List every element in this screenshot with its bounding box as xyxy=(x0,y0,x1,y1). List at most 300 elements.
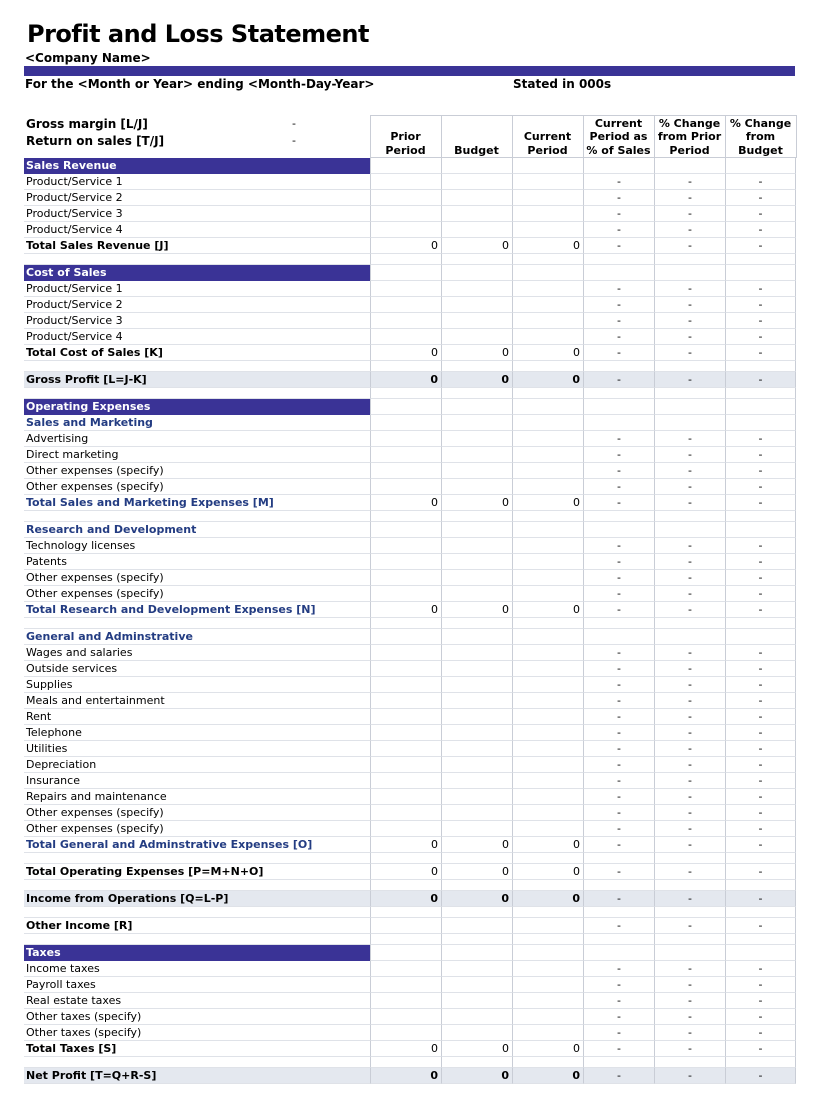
cell-pct-change-prior: - xyxy=(654,741,725,757)
row-label[interactable]: Income taxes xyxy=(24,961,370,977)
cell-current-period[interactable] xyxy=(512,993,583,1009)
cell-pct-of-sales: - xyxy=(583,864,654,880)
row-label[interactable]: Other expenses (specify) xyxy=(24,570,370,586)
cell-budget[interactable] xyxy=(441,805,512,821)
cell-pct-change-budget: - xyxy=(725,1025,796,1041)
cell-pct-of-sales: - xyxy=(583,1041,654,1057)
cell-pct-change-prior xyxy=(654,880,725,891)
cell-budget xyxy=(441,853,512,864)
row-label[interactable]: Patents xyxy=(24,554,370,570)
column-header-block xyxy=(24,115,796,158)
cell-pct-of-sales: - xyxy=(583,431,654,447)
cell-prior-period[interactable] xyxy=(370,174,441,190)
cell-pct-change-budget: - xyxy=(725,463,796,479)
cell-current-period[interactable] xyxy=(512,222,583,238)
cell-prior-period[interactable] xyxy=(370,586,441,602)
cell-current-period[interactable] xyxy=(512,1009,583,1025)
cell-prior-period[interactable] xyxy=(370,961,441,977)
cell-current-period[interactable] xyxy=(512,961,583,977)
cell-pct-change-budget: - xyxy=(725,372,796,388)
cell-current-period xyxy=(512,399,583,415)
cell-prior-period[interactable] xyxy=(370,570,441,586)
cell-budget: 0 xyxy=(441,495,512,511)
cell-pct-change-prior: - xyxy=(654,495,725,511)
row-label[interactable]: Other expenses (specify) xyxy=(24,805,370,821)
cell-prior-period[interactable] xyxy=(370,677,441,693)
cell-budget[interactable] xyxy=(441,447,512,463)
line-item-row xyxy=(24,725,796,741)
row-label: Net Profit [T=Q+R-S] xyxy=(24,1068,370,1084)
cell-pct-of-sales xyxy=(583,265,654,281)
cell-budget: 0 xyxy=(441,891,512,907)
cell-budget[interactable] xyxy=(441,725,512,741)
cell-pct-of-sales: - xyxy=(583,741,654,757)
cell-budget[interactable] xyxy=(441,693,512,709)
cell-budget xyxy=(441,254,512,265)
row-label[interactable]: Product/Service 1 xyxy=(24,281,370,297)
cell-current-period[interactable] xyxy=(512,447,583,463)
section-header-row xyxy=(24,399,796,415)
cell-budget[interactable] xyxy=(441,645,512,661)
total-row xyxy=(24,918,796,934)
cell-budget[interactable] xyxy=(441,821,512,837)
cell-pct-change-prior: - xyxy=(654,345,725,361)
cell-pct-of-sales: - xyxy=(583,190,654,206)
cell-prior-period[interactable] xyxy=(370,479,441,495)
cell-prior-period xyxy=(370,945,441,961)
cell-budget[interactable] xyxy=(441,741,512,757)
cell-pct-of-sales xyxy=(583,415,654,431)
cell-pct-change-prior: - xyxy=(654,891,725,907)
cell-current-period xyxy=(512,522,583,538)
line-item-row xyxy=(24,281,796,297)
cell-current-period[interactable] xyxy=(512,661,583,677)
cell-budget xyxy=(441,1057,512,1068)
cell-pct-change-budget: - xyxy=(725,837,796,853)
row-label[interactable]: Payroll taxes xyxy=(24,977,370,993)
cell-current-period[interactable] xyxy=(512,206,583,222)
cell-pct-of-sales xyxy=(583,388,654,399)
row-label: Operating Expenses xyxy=(24,399,370,415)
cell-pct-of-sales: - xyxy=(583,645,654,661)
row-label[interactable]: Other expenses (specify) xyxy=(24,479,370,495)
line-item-row xyxy=(24,789,796,805)
row-label[interactable]: Repairs and maintenance xyxy=(24,789,370,805)
company-name: <Company Name> xyxy=(25,51,151,65)
cell-prior-period[interactable] xyxy=(370,709,441,725)
cell-budget[interactable] xyxy=(441,586,512,602)
cell-pct-of-sales: - xyxy=(583,372,654,388)
cell-current-period[interactable] xyxy=(512,741,583,757)
cell-current-period xyxy=(512,511,583,522)
cell-current-period[interactable] xyxy=(512,570,583,586)
cell-prior-period: 0 xyxy=(370,372,441,388)
cell-budget[interactable] xyxy=(441,757,512,773)
cell-pct-change-prior: - xyxy=(654,789,725,805)
cell-pct-change-budget: - xyxy=(725,586,796,602)
cell-prior-period[interactable] xyxy=(370,1025,441,1041)
cell-current-period[interactable] xyxy=(512,281,583,297)
column-header xyxy=(441,144,512,158)
cell-prior-period xyxy=(370,399,441,415)
spacer-row xyxy=(24,1057,796,1068)
cell-pct-change-budget: - xyxy=(725,757,796,773)
column-header xyxy=(370,130,441,157)
cell-pct-change-budget: - xyxy=(725,538,796,554)
cell-pct-of-sales: - xyxy=(583,821,654,837)
row-label[interactable]: Other expenses (specify) xyxy=(24,586,370,602)
cell-pct-change-prior: - xyxy=(654,1068,725,1084)
cell-pct-of-sales: - xyxy=(583,447,654,463)
cell-pct-change-prior: - xyxy=(654,993,725,1009)
cell-pct-of-sales: - xyxy=(583,602,654,618)
total-row xyxy=(24,372,796,388)
cell-current-period[interactable] xyxy=(512,313,583,329)
cell-budget[interactable] xyxy=(441,961,512,977)
cell-pct-of-sales: - xyxy=(583,238,654,254)
cell-budget[interactable] xyxy=(441,479,512,495)
cell-pct-of-sales: - xyxy=(583,805,654,821)
cell-pct-change-budget: - xyxy=(725,479,796,495)
cell-pct-of-sales: - xyxy=(583,993,654,1009)
cell-budget[interactable] xyxy=(441,677,512,693)
cell-pct-of-sales: - xyxy=(583,495,654,511)
cell-prior-period[interactable] xyxy=(370,773,441,789)
cell-prior-period: 0 xyxy=(370,864,441,880)
cell-budget[interactable] xyxy=(441,174,512,190)
line-item-row xyxy=(24,447,796,463)
row-label[interactable]: Advertising xyxy=(24,431,370,447)
cell-budget xyxy=(441,388,512,399)
cell-prior-period[interactable] xyxy=(370,757,441,773)
cell-prior-period[interactable] xyxy=(370,741,441,757)
row-label[interactable]: Meals and entertainment xyxy=(24,693,370,709)
cell-pct-of-sales: - xyxy=(583,206,654,222)
spacer-row xyxy=(24,254,796,265)
cell-current-period[interactable] xyxy=(512,789,583,805)
cell-pct-of-sales xyxy=(583,511,654,522)
cell-pct-change-prior xyxy=(654,399,725,415)
cell-pct-change-prior: - xyxy=(654,447,725,463)
row-label[interactable]: Product/Service 3 xyxy=(24,206,370,222)
cell-current-period[interactable] xyxy=(512,773,583,789)
cell-pct-of-sales xyxy=(583,907,654,918)
cell-budget: 0 xyxy=(441,238,512,254)
line-item-row xyxy=(24,297,796,313)
cell-pct-change-prior: - xyxy=(654,329,725,345)
cell-current-period[interactable] xyxy=(512,805,583,821)
cell-prior-period[interactable] xyxy=(370,554,441,570)
cell-pct-change-budget xyxy=(725,618,796,629)
cell-budget[interactable] xyxy=(441,297,512,313)
cell-current-period: 0 xyxy=(512,891,583,907)
cell-pct-of-sales: - xyxy=(583,693,654,709)
cell-budget[interactable] xyxy=(441,329,512,345)
cell-pct-of-sales: - xyxy=(583,297,654,313)
row-label xyxy=(24,388,370,399)
line-item-row xyxy=(24,479,796,495)
spacer-row xyxy=(24,907,796,918)
cell-pct-change-budget: - xyxy=(725,773,796,789)
cell-pct-change-prior: - xyxy=(654,1025,725,1041)
cell-current-period[interactable] xyxy=(512,463,583,479)
cell-prior-period xyxy=(370,853,441,864)
row-label[interactable]: Utilities xyxy=(24,741,370,757)
line-item-row xyxy=(24,174,796,190)
cell-prior-period[interactable] xyxy=(370,281,441,297)
cell-budget[interactable] xyxy=(441,222,512,238)
cell-prior-period: 0 xyxy=(370,238,441,254)
cell-pct-change-budget: - xyxy=(725,570,796,586)
cell-current-period xyxy=(512,361,583,372)
cell-pct-change-budget: - xyxy=(725,222,796,238)
cell-budget[interactable] xyxy=(441,463,512,479)
line-item-row xyxy=(24,757,796,773)
cell-current-period[interactable] xyxy=(512,297,583,313)
cell-pct-of-sales: - xyxy=(583,313,654,329)
row-label[interactable]: Supplies xyxy=(24,677,370,693)
section-header-row xyxy=(24,265,796,281)
cell-current-period[interactable] xyxy=(512,1025,583,1041)
cell-budget[interactable] xyxy=(441,281,512,297)
line-item-row xyxy=(24,993,796,1009)
cell-budget xyxy=(441,361,512,372)
cell-pct-change-budget: - xyxy=(725,961,796,977)
cell-pct-change-budget: - xyxy=(725,741,796,757)
cell-current-period[interactable] xyxy=(512,757,583,773)
cell-current-period[interactable] xyxy=(512,709,583,725)
cell-current-period[interactable] xyxy=(512,977,583,993)
cell-budget[interactable] xyxy=(441,1025,512,1041)
cell-budget[interactable] xyxy=(441,313,512,329)
cell-budget[interactable] xyxy=(441,709,512,725)
cell-budget[interactable] xyxy=(441,661,512,677)
cell-pct-change-prior xyxy=(654,853,725,864)
cell-pct-change-budget: - xyxy=(725,821,796,837)
row-label[interactable]: Other expenses (specify) xyxy=(24,463,370,479)
cell-pct-of-sales: - xyxy=(583,677,654,693)
cell-budget[interactable] xyxy=(441,554,512,570)
cell-budget[interactable] xyxy=(441,190,512,206)
cell-prior-period[interactable] xyxy=(370,222,441,238)
total-row xyxy=(24,238,796,254)
spacer-row xyxy=(24,853,796,864)
row-label[interactable]: Other taxes (specify) xyxy=(24,1009,370,1025)
cell-pct-change-prior: - xyxy=(654,805,725,821)
row-label[interactable]: Product/Service 1 xyxy=(24,174,370,190)
cell-pct-change-budget: - xyxy=(725,725,796,741)
row-label[interactable]: Technology licenses xyxy=(24,538,370,554)
cell-pct-change-budget: - xyxy=(725,1068,796,1084)
cell-pct-change-prior: - xyxy=(654,677,725,693)
row-label[interactable]: Rent xyxy=(24,709,370,725)
cell-pct-change-prior: - xyxy=(654,821,725,837)
cell-pct-change-prior xyxy=(654,158,725,174)
cell-prior-period[interactable] xyxy=(370,645,441,661)
cell-pct-of-sales: - xyxy=(583,554,654,570)
column-header-line: % Change xyxy=(658,116,721,130)
cell-current-period: 0 xyxy=(512,1068,583,1084)
cell-pct-change-prior xyxy=(654,629,725,645)
row-label[interactable]: Direct marketing xyxy=(24,447,370,463)
cell-prior-period[interactable] xyxy=(370,297,441,313)
cell-budget xyxy=(441,158,512,174)
cell-pct-change-budget xyxy=(725,880,796,891)
column-header xyxy=(654,117,725,158)
row-label xyxy=(24,618,370,629)
cell-budget[interactable] xyxy=(441,431,512,447)
cell-current-period[interactable] xyxy=(512,645,583,661)
cell-pct-of-sales: - xyxy=(583,709,654,725)
total-row xyxy=(24,837,796,853)
row-label[interactable]: Telephone xyxy=(24,725,370,741)
cell-prior-period[interactable] xyxy=(370,463,441,479)
cell-budget[interactable] xyxy=(441,977,512,993)
cell-pct-of-sales: - xyxy=(583,329,654,345)
cell-current-period[interactable] xyxy=(512,538,583,554)
cell-current-period[interactable] xyxy=(512,190,583,206)
row-label[interactable]: Product/Service 2 xyxy=(24,190,370,206)
cell-prior-period[interactable] xyxy=(370,693,441,709)
cell-prior-period xyxy=(370,158,441,174)
cell-pct-of-sales xyxy=(583,254,654,265)
cell-prior-period[interactable] xyxy=(370,206,441,222)
cell-budget[interactable] xyxy=(441,773,512,789)
cell-pct-of-sales xyxy=(583,853,654,864)
row-label: Income from Operations [Q=L-P] xyxy=(24,891,370,907)
row-label[interactable]: Product/Service 3 xyxy=(24,313,370,329)
cell-pct-change-prior: - xyxy=(654,693,725,709)
column-header-line: % of Sales xyxy=(586,143,651,157)
row-label[interactable]: Other taxes (specify) xyxy=(24,1025,370,1041)
cell-current-period[interactable] xyxy=(512,586,583,602)
cell-prior-period[interactable] xyxy=(370,821,441,837)
cell-prior-period[interactable] xyxy=(370,805,441,821)
return-on-sales-value: - xyxy=(292,134,296,147)
cell-pct-of-sales xyxy=(583,399,654,415)
row-label[interactable]: Insurance xyxy=(24,773,370,789)
line-item-row xyxy=(24,222,796,238)
cell-pct-change-budget: - xyxy=(725,1009,796,1025)
cell-prior-period[interactable] xyxy=(370,447,441,463)
cell-pct-change-budget xyxy=(725,388,796,399)
cell-pct-change-prior xyxy=(654,511,725,522)
cell-current-period[interactable] xyxy=(512,174,583,190)
column-header xyxy=(583,117,654,158)
cell-prior-period[interactable] xyxy=(370,1009,441,1025)
row-label[interactable]: Product/Service 4 xyxy=(24,329,370,345)
cell-pct-change-budget xyxy=(725,934,796,945)
cell-current-period xyxy=(512,934,583,945)
cell-pct-change-prior: - xyxy=(654,372,725,388)
row-label[interactable]: Product/Service 4 xyxy=(24,222,370,238)
cell-prior-period: 0 xyxy=(370,1068,441,1084)
row-label xyxy=(24,361,370,372)
cell-prior-period xyxy=(370,934,441,945)
cell-budget[interactable] xyxy=(441,206,512,222)
cell-current-period[interactable] xyxy=(512,329,583,345)
cell-pct-change-budget xyxy=(725,254,796,265)
cell-prior-period[interactable] xyxy=(370,431,441,447)
cell-pct-change-prior: - xyxy=(654,961,725,977)
row-label: Taxes xyxy=(24,945,370,961)
cell-budget xyxy=(441,511,512,522)
header-bar xyxy=(24,66,795,76)
row-label[interactable]: Product/Service 2 xyxy=(24,297,370,313)
column-header-line: % Change xyxy=(729,116,792,130)
cell-current-period[interactable] xyxy=(512,677,583,693)
cell-pct-change-prior xyxy=(654,265,725,281)
row-label[interactable]: Real estate taxes xyxy=(24,993,370,1009)
cell-pct-change-budget: - xyxy=(725,661,796,677)
cell-pct-of-sales xyxy=(583,629,654,645)
row-label xyxy=(24,934,370,945)
cell-pct-change-budget xyxy=(725,522,796,538)
cell-budget: 0 xyxy=(441,864,512,880)
cell-prior-period[interactable] xyxy=(370,538,441,554)
row-label[interactable]: Other expenses (specify) xyxy=(24,821,370,837)
cell-current-period[interactable] xyxy=(512,725,583,741)
spacer-row xyxy=(24,388,796,399)
line-item-row xyxy=(24,773,796,789)
cell-pct-change-prior: - xyxy=(654,837,725,853)
cell-prior-period[interactable] xyxy=(370,661,441,677)
total-row xyxy=(24,864,796,880)
cell-prior-period xyxy=(370,361,441,372)
cell-prior-period[interactable] xyxy=(370,993,441,1009)
cell-budget[interactable] xyxy=(441,570,512,586)
cell-prior-period[interactable] xyxy=(370,725,441,741)
cell-pct-change-budget: - xyxy=(725,805,796,821)
cell-budget[interactable] xyxy=(441,538,512,554)
cell-budget: 0 xyxy=(441,837,512,853)
cell-prior-period: 0 xyxy=(370,495,441,511)
row-label[interactable]: Depreciation xyxy=(24,757,370,773)
cell-prior-period[interactable] xyxy=(370,313,441,329)
row-label[interactable]: Wages and salaries xyxy=(24,645,370,661)
cell-prior-period[interactable] xyxy=(370,329,441,345)
cell-current-period[interactable] xyxy=(512,821,583,837)
column-header-line: Period xyxy=(527,143,568,157)
cell-current-period[interactable] xyxy=(512,479,583,495)
cell-prior-period[interactable] xyxy=(370,977,441,993)
cell-prior-period[interactable] xyxy=(370,789,441,805)
cell-current-period[interactable] xyxy=(512,554,583,570)
cell-budget[interactable] xyxy=(441,789,512,805)
cell-prior-period xyxy=(370,254,441,265)
cell-pct-change-prior: - xyxy=(654,190,725,206)
cell-current-period[interactable] xyxy=(512,431,583,447)
line-item-row xyxy=(24,821,796,837)
cell-pct-change-budget: - xyxy=(725,297,796,313)
line-item-row xyxy=(24,1025,796,1041)
total-row xyxy=(24,1068,796,1084)
cell-budget[interactable] xyxy=(441,1009,512,1025)
cell-prior-period: 0 xyxy=(370,602,441,618)
gross-margin-value: - xyxy=(292,117,296,130)
cell-current-period[interactable] xyxy=(512,693,583,709)
row-label: Gross Profit [L=J-K] xyxy=(24,372,370,388)
line-item-row xyxy=(24,190,796,206)
page-title: Profit and Loss Statement xyxy=(27,20,369,48)
cell-budget[interactable] xyxy=(441,993,512,1009)
row-label: Other Income [R] xyxy=(24,918,370,934)
cell-pct-change-prior xyxy=(654,522,725,538)
row-label[interactable]: Outside services xyxy=(24,661,370,677)
cell-pct-change-budget: - xyxy=(725,891,796,907)
cell-prior-period[interactable] xyxy=(370,190,441,206)
row-label xyxy=(24,254,370,265)
